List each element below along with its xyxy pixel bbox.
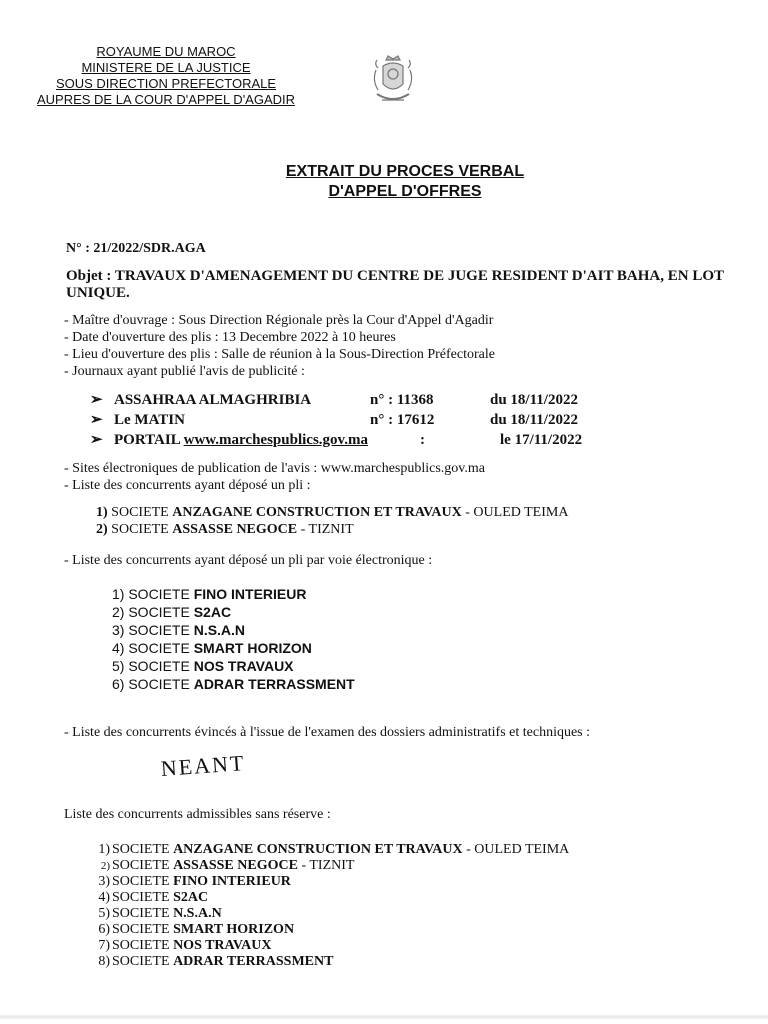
company-name: ADRAR TERRASSMENT [193,676,355,692]
list-item [112,675,355,693]
company-name: S2AC [193,604,232,620]
info-date-ouverture: - Date d'ouverture des plis : 13 Decembre 2022 à 10 heures [64,330,396,345]
journal-name: ASSAHRAA ALMAGHRIBIA [114,392,312,408]
company-name: ASSASSE NEGOCE [172,522,298,537]
objet-label: Objet : [66,268,112,284]
company-name: FINO INTERIEUR [173,874,291,889]
journal-date: du 18/11/2022 [490,392,578,408]
item-prefix: SOCIETE [112,842,170,857]
item-number: 4) [112,640,125,656]
list-item [96,504,568,521]
journal-portal-label: PORTAIL [114,432,180,448]
journal-name [114,430,368,450]
list-item [88,874,569,890]
info-journaux: - Journaux ayant publié l'avis de publicité : [64,364,305,379]
portal-link[interactable]: www.marchespublics.gov.ma [183,432,368,448]
company-name: NOS TRAVAUX [173,938,272,953]
header-line-court: AUPRES DE LA COUR D'APPEL D'AGADIR [36,92,296,107]
reference-number: N° : 21/2022/SDR.AGA [66,241,206,256]
company-city: - TIZNIT [301,858,355,873]
document-title [180,162,630,202]
item-prefix: SOCIETE [111,522,169,537]
company-name: S2AC [173,890,209,905]
list-item [88,890,569,906]
info-lieu-ouverture: - Lieu d'ouverture des plis : Salle de réunion à la Sous-Direction Préfectorale [64,347,495,362]
company-name: SMART HORIZON [173,922,295,937]
item-number: 1) [98,842,110,857]
journal-date: le 17/11/2022 [500,432,583,448]
company-name: ADRAR TERRASSMENT [173,954,334,969]
company-name: FINO INTERIEUR [193,586,307,602]
list-item [112,639,355,657]
journal-number: : [420,432,425,448]
item-number: 1) [96,505,108,520]
journal-name: Le MATIN [114,412,185,428]
list-item [112,603,355,621]
item-prefix: SOCIETE [128,658,190,674]
company-city: - TIZNIT [300,522,354,537]
sites-section [64,460,485,494]
company-name: N.S.A.N [193,622,246,638]
item-prefix: SOCIETE [128,586,190,602]
item-prefix: SOCIETE [112,874,170,889]
list-item [112,621,355,639]
company-name: ANZAGANE CONSTRUCTION ET TRAVAUX [173,842,463,857]
royal-coat-of-arms-icon [368,54,418,110]
objet-paragraph [66,268,726,302]
item-prefix: SOCIETE [112,938,170,953]
company-city: - OULED TEIMA [465,505,569,520]
item-prefix: SOCIETE [112,906,170,921]
title-line-1: EXTRAIT DU PROCES VERBAL [285,163,525,180]
item-prefix: SOCIETE [112,954,170,969]
document-header [30,44,302,108]
neant-stamp: NEANT [160,750,247,781]
item-prefix: SOCIETE [128,676,190,692]
journal-number: n° : 17612 [370,412,435,428]
item-prefix: SOCIETE [111,505,169,520]
pli-list [96,504,568,538]
item-number: 2) [96,522,108,537]
list-item [112,657,355,675]
header-line-ministry: MINISTERE DE LA JUSTICE [81,60,251,75]
item-number: 2) [100,860,110,872]
item-number: 6) [98,922,110,937]
item-prefix: SOCIETE [128,640,190,656]
pli-elec-line: - Liste des concurrents ayant déposé un pli par voie électronique : [64,553,433,568]
item-number: 2) [112,604,125,620]
list-item [88,922,569,938]
list-item [88,938,569,954]
header-line-kingdom: ROYAUME DU MAROC [96,44,236,59]
evinces-line: - Liste des concurrents évincés à l'issue de l'examen des dossiers administratifs et techniques : [64,725,591,740]
company-name: N.S.A.N [173,906,222,921]
item-number: 3) [112,622,125,638]
item-prefix: SOCIETE [128,622,190,638]
arrow-bullet-icon: ➢ [90,432,103,448]
item-number: 5) [98,906,110,921]
item-number: 7) [98,938,110,953]
pli-elec-list [112,585,355,693]
company-name: ANZAGANE CONSTRUCTION ET TRAVAUX [172,505,462,520]
item-number: 1) [112,586,125,602]
item-number: 6) [112,676,125,692]
list-item [96,521,568,538]
journal-date: du 18/11/2022 [490,412,578,428]
list-item [88,954,569,970]
sites-line: - Sites électroniques de publication de l'avis : www.marchespublics.gov.ma [64,461,485,476]
list-item [88,858,569,874]
title-line-2: D'APPEL D'OFFRES [328,183,482,200]
company-city: - OULED TEIMA [466,842,570,857]
journal-number: n° : 11368 [370,392,434,408]
header-line-direction: SOUS DIRECTION PREFECTORALE [55,76,277,91]
item-number: 3) [98,874,110,889]
list-item [88,842,569,858]
company-name: ASSASSE NEGOCE [173,858,298,873]
item-prefix: SOCIETE [112,922,170,937]
item-number: 8) [98,954,110,969]
admis-line: Liste des concurrents admissibles sans réserve : [64,807,331,822]
objet-text: TRAVAUX D'AMENAGEMENT DU CENTRE DE JUGE RESIDENT D'AIT BAHA, EN LOT UNIQUE. [66,268,724,301]
item-prefix: SOCIETE [128,604,190,620]
company-name: SMART HORIZON [193,640,312,656]
arrow-bullet-icon: ➢ [90,412,103,428]
list-item [88,906,569,922]
item-number: 4) [98,890,110,905]
info-list [64,312,495,380]
info-maitre-ouvrage: - Maître d'ouvrage : Sous Direction Régionale près la Cour d'Appel d'Agadir [64,313,494,328]
list-item [112,585,355,603]
pli-line: - Liste des concurrents ayant déposé un pli : [64,478,311,493]
arrow-bullet-icon: ➢ [90,392,103,408]
item-number: 5) [112,658,125,674]
scan-edge-divider [0,1014,768,1020]
admis-list [88,842,569,970]
item-prefix: SOCIETE [112,890,170,905]
item-prefix: SOCIETE [112,858,170,873]
company-name: NOS TRAVAUX [193,658,294,674]
